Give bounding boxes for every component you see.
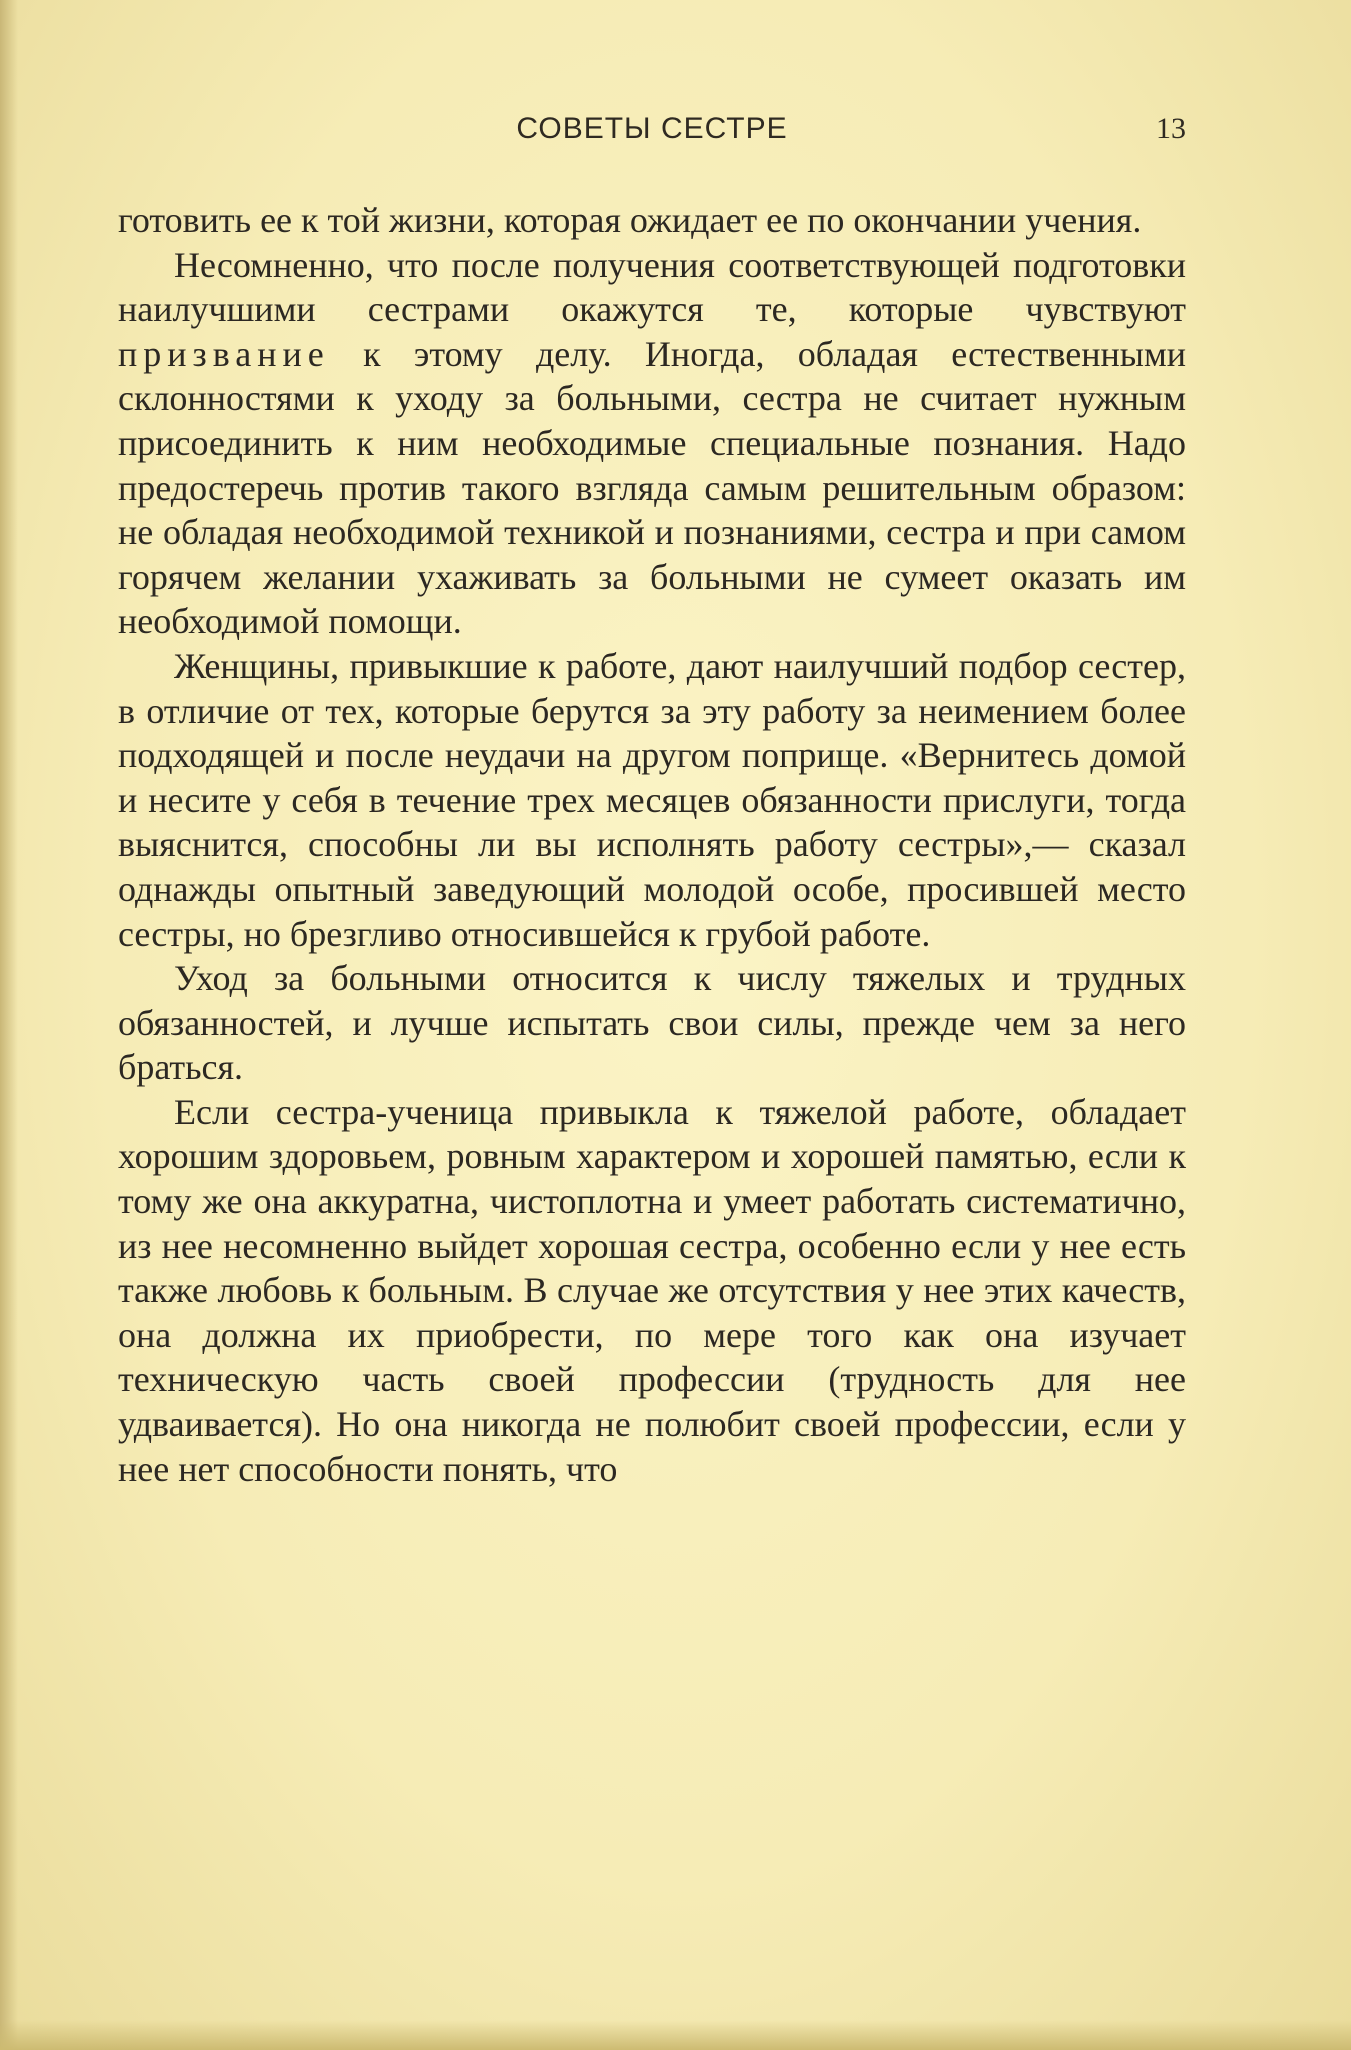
paragraph-5: Если сестра-ученица привыкла к тяжелой работе, обладает хорошим здоровьем, ровным характером и хорошей памятью, если к тому же она аккуратна, чистоплотна и умеет работать систематично, из нее несомненно выйдет хорошая сестра, особенно если у нее есть также любовь к больным. В случае же отсутствия у нее этих качеств, она должна их приобрести, по мере того как она изучает техническую часть своей профессии (трудность для нее удваивается). Но она никогда не полюбит своей профессии, если у нее нет способности понять, что (118, 1091, 1186, 1489)
running-title: СОВЕТЫ СЕСТРЕ (516, 112, 788, 145)
paragraph-2-part-2: к этому делу. Иногда, обладая естественными склонностями к уходу за больными, сестра не считает нужным присоединить к ним необходимые специальные познания. Надо предостеречь против такого взгляда самым решительным образом: не обладая необходимой техникой и познаниями, сестра и при самом горячем желании ухаживать за больными не сумеет оказать им необходимой помощи. (118, 333, 1186, 642)
emphasis-prizvanie: призвание (118, 333, 330, 374)
paragraph-2 (118, 243, 1186, 644)
page-header (118, 112, 1186, 152)
paragraph-4: Уход за больными относится к числу тяжелых и трудных обязанностей, и лучше испытать свои силы, прежде чем за него браться. (118, 958, 1186, 1088)
paragraph-2-part-1: Несомненно, что после получения соответствующей подготовки наилучшими сестрами окажутся те, которые чувствуют (118, 244, 1186, 330)
body-text (118, 198, 1186, 1491)
paragraph-3: Женщины, привыкшие к работе, дают наилучший подбор сестер, в отличие от тех, которые берутся за эту работу за неимением более подходящей и после неудачи на другом поприще. «Вернитесь домой и несите у себя в течение трех месяцев обязанности прислуги, тогда выяснится, способны ли вы исполнять работу сестры»,— сказал однажды опытный заведующий молодой особе, просившей место сестры, но брезгливо относившейся к грубой работе. (118, 645, 1186, 954)
paragraph-1: готовить ее к той жизни, которая ожидает ее по окончании учения. (118, 200, 1142, 240)
page-number: 13 (1156, 112, 1186, 145)
